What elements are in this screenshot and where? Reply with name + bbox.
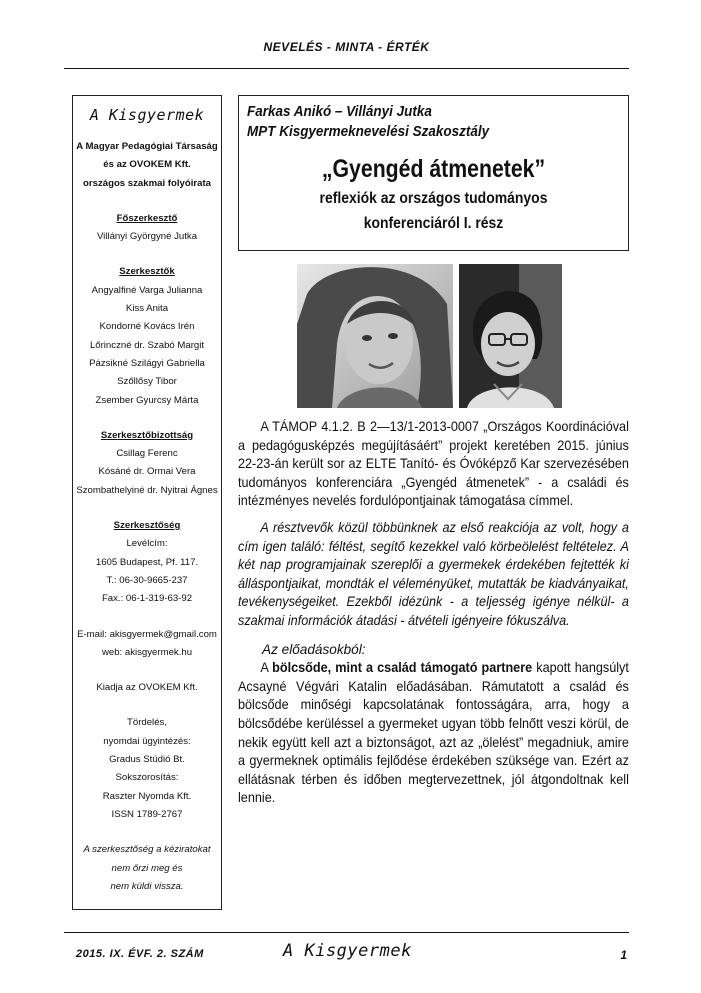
masthead-sidebar <box>72 95 222 910</box>
article-subtitle-line: konferenciáról I. rész <box>363 215 504 232</box>
section-heading: Az előadásokból: <box>262 641 366 657</box>
office-line: T.: 06-30-9665-237 <box>106 574 188 586</box>
web-line: web: akisgyermek.hu <box>101 646 193 658</box>
issue-info: 2015. IX. ÉVF. 2. SZÁM <box>76 948 204 960</box>
issn: ISSN 1789-2767 <box>111 808 183 820</box>
editors-heading: Szerkesztők <box>119 266 175 278</box>
editor-name: Lőrinczné dr. Szabó Margit <box>89 339 205 351</box>
office-line: Fax.: 06-1-319-63-92 <box>101 593 193 605</box>
lecture-topic: bölcsőde, mint a család támogató partnere <box>272 660 533 676</box>
email-line: E-mail: akisgyermek@gmail.com <box>77 628 217 640</box>
reflection-text: A résztvevők közül többünknek az első reakciója az volt, hogy a cím igen találó: féltést, segítő kezekkel való körbeölelést feltételez. A két nap programjainak szereplői a gyermekek érdekében fejtették ki álláspontjaikat, mondták el véleményüket, mutatták be kiadványaikat, tevékenységeiket. Ezekből idézünk - a teljesség igénye nélkül- a szakmai információk átadási - átvételi igényeire fókuszálva. <box>238 519 629 628</box>
article-authors: Farkas Anikó – Villányi Jutka <box>247 104 432 120</box>
production-line: Sokszorosítás: <box>115 772 179 784</box>
author-photo-1 <box>297 264 453 408</box>
reflection-paragraph <box>238 519 629 631</box>
publisher-line: országos szakmai folyóirata <box>83 177 211 189</box>
article-organization: MPT Kisgyermeknevelési Szakosztály <box>247 124 490 140</box>
publisher-line: és az OVOKEM Kft. <box>103 159 191 171</box>
editor-name: Kondorné Kovács Irén <box>99 321 195 333</box>
chief-editor-name: Villányi Györgyné Jutka <box>96 231 198 243</box>
footer-rule <box>64 932 629 933</box>
disclaimer-line: nem küldi vissza. <box>110 880 184 892</box>
lecture-rest: kapott hangsúlyt Acsayné Végvári Katalin előadásában. Rámutatott a család és bölcsőde minőségi kapcsolatának fontosságára, arra, hogy a bölcsődébe kerüléssel a gyermeket ugyan több felnőtt veszi körül, de nekik együtt kell azt a biztonságot, azt az „ölelést” megadniuk, amire a gyermeknek optimális fejlődése érdekében szüksége van. Ezért az ellátásnak térben és időben megtervezettnek, jól átgondoltnak kell lennie. <box>238 660 629 806</box>
header-rule <box>64 68 629 69</box>
author-photo-2 <box>459 264 562 408</box>
editor-name: Angyalfiné Varga Julianna <box>91 284 203 296</box>
editor-name: Pázsikné Szilágyi Gabriella <box>89 357 205 369</box>
editor-name: Szőllősy Tibor <box>117 376 177 388</box>
issued-by: Kiadja az OVOKEM Kft. <box>96 682 198 694</box>
article-title-box <box>238 95 629 251</box>
intro-text: A TÁMOP 4.1.2. B 2—13/1-2013-0007 „Országos Koordinációval a pedagógusképzés megújításáért” projekt keretében 2015. június 22-23-án került sor az ELTE Tanító- és Óvóképző Kar szervezésében tudományos konferenciára „Gyengéd átmenetek” - a családi és intézményes nevelés fordulópontjainak támogatása címmel. <box>238 419 629 509</box>
page-number: 1 <box>620 948 627 962</box>
production-line: Raszter Nyomda Kft. <box>102 790 192 802</box>
article-body <box>238 410 629 808</box>
running-header: NEVELÉS - MINTA - ÉRTÉK <box>263 40 430 54</box>
editor-name: Kiss Anita <box>125 303 169 315</box>
board-member: Szombathelyiné dr. Nyitrai Ágnes <box>76 484 218 496</box>
production-line: nyomdai ügyintézés: <box>103 735 191 747</box>
disclaimer-line: nem őrzi meg és <box>111 862 183 874</box>
lecture-paragraph <box>238 659 629 808</box>
production-line: Gradus Stúdió Bt. <box>109 754 185 766</box>
editor-name: Zsember Gyurcsy Márta <box>95 394 199 406</box>
office-line: Levélcím: <box>126 538 168 550</box>
production-line: Tördelés, <box>127 717 167 729</box>
board-member: Csillag Ferenc <box>116 448 178 460</box>
footer-magazine-logo: A Kisgyermek <box>283 941 412 961</box>
chief-editor-heading: Főszerkesztő <box>116 212 178 224</box>
lecture-lead: A <box>260 660 273 676</box>
magazine-logo: A Kisgyermek <box>89 106 205 124</box>
intro-paragraph <box>238 418 629 511</box>
lecture-text <box>238 659 629 808</box>
disclaimer-line: A szerkesztőség a kéziratokat <box>83 844 211 856</box>
board-heading: Szerkesztőbizottság <box>100 429 194 441</box>
office-line: 1605 Budapest, Pf. 117. <box>95 556 199 568</box>
article-subtitle-line: reflexiók az országos tudományos <box>319 190 548 207</box>
office-heading: Szerkesztőség <box>113 520 181 532</box>
publisher-line: A Magyar Pedagógiai Társaság <box>76 141 218 152</box>
article-title: „Gyengéd átmenetek” <box>321 155 546 183</box>
board-member: Kósáné dr. Ormai Vera <box>98 466 196 478</box>
